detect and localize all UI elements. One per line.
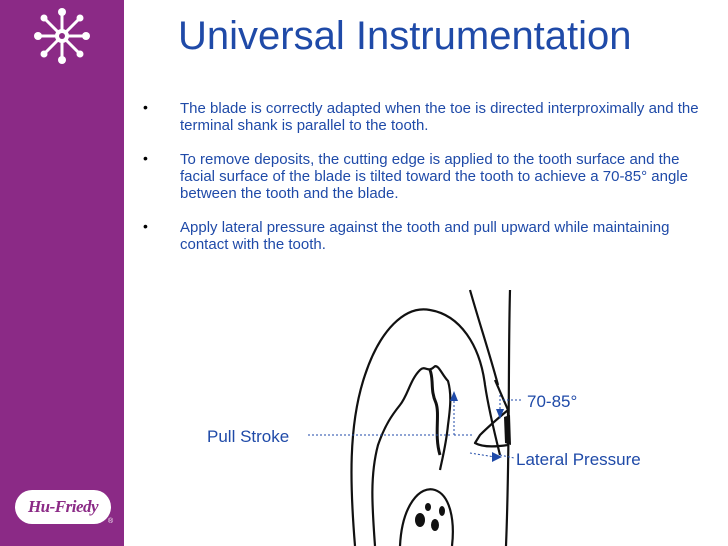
sidebar [0,0,124,546]
tooth-illustration [330,285,530,546]
angle-label: 70-85° [527,392,578,411]
bullet-text: The blade is correctly adapted when the toe is directed interproximally and the terminal shank is parallel to the tooth. [180,100,699,134]
pull-stroke-label: Pull Stroke [207,427,290,446]
bullet-list [143,100,703,270]
registered-mark: ® [108,518,114,525]
bullet-item [143,151,703,202]
hu-friedy-logo [15,490,114,525]
lateral-pressure-label: Lateral Pressure [516,450,641,469]
bullet-text: To remove deposits, the cutting edge is applied to the tooth surface and the facial surface of the blade is tilted toward the tooth to achieve a 70-85° angle between the tooth and the blade. [180,151,688,202]
bullet-text: Apply lateral pressure against the tooth and pull upward while maintaining contact with the tooth. [180,219,670,253]
bullet-item [143,100,703,134]
bullet-icon: • [143,150,148,166]
bullet-icon: • [143,99,148,115]
snowflake-ornament-icon [32,6,92,66]
bullet-item [143,219,703,253]
slide-title: Universal Instrumentation [178,14,632,58]
bullet-icon: • [143,218,148,234]
logo-text: Hu-Friedy [27,497,99,516]
